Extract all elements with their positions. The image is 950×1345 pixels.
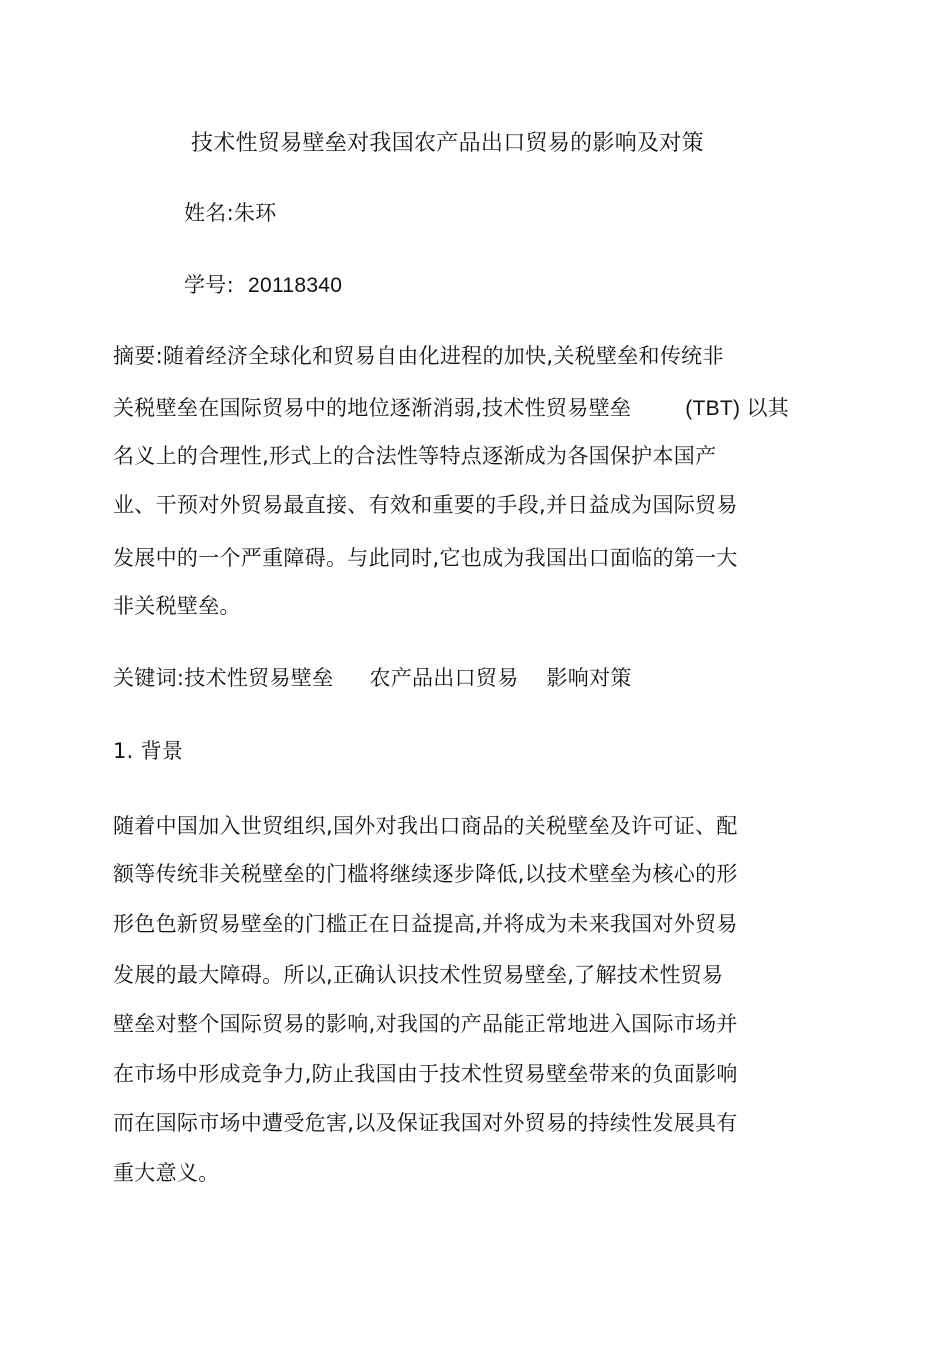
body-line: 发展的最大障碍。所以,正确认识技术性贸易壁垒,了解技术性贸易: [113, 963, 724, 987]
body-line: 壁垒对整个国际贸易的影响,对我国的产品能正常地进入国际市场并: [113, 1012, 738, 1036]
abstract-line: 名义上的合理性,形式上的合法性等特点逐渐成为各国保护本国产: [113, 444, 717, 468]
abstract-line: 发展中的一个严重障碍。与此同时,它也成为我国出口面临的第一大: [113, 546, 738, 570]
body-line: 重大意义。: [113, 1161, 220, 1185]
abstract-line: 非关税壁垒。: [113, 594, 241, 618]
abstract-line: 业、干预对外贸易最直接、有效和重要的手段,并日益成为国际贸易: [113, 493, 738, 517]
keyword: 技术性贸易壁垒: [184, 666, 334, 690]
document-title: 技术性贸易壁垒对我国农产品出口贸易的影响及对策: [191, 131, 704, 156]
abstract-line: [113, 394, 789, 423]
abstract-tbt: (TBT) 以其: [685, 397, 790, 420]
section-heading: 1. 背景: [113, 739, 184, 763]
name-value: 朱环: [233, 201, 277, 225]
body-line: 形色色新贸易壁垒的门槛正在日益提高,并将成为未来我国对外贸易: [113, 912, 738, 936]
keyword: 农产品出口贸易: [369, 666, 519, 690]
name-label: 姓名:: [184, 201, 234, 225]
student-id-line: [184, 271, 342, 300]
id-label: 学号:: [184, 273, 234, 297]
body-line: 额等传统非关税壁垒的门槛将继续逐步降低,以技术壁垒为核心的形: [113, 862, 738, 886]
body-line: 随着中国加入世贸组织,国外对我出口商品的关税壁垒及许可证、配: [113, 814, 738, 838]
author-line: [184, 199, 277, 227]
body-line: 在市场中形成竞争力,防止我国由于技术性贸易壁垒带来的负面影响: [113, 1062, 738, 1086]
keywords-label: 关键词:: [113, 666, 185, 690]
keywords-line: [113, 664, 632, 692]
body-line: 而在国际市场中遭受危害,以及保证我国对外贸易的持续性发展具有: [113, 1111, 738, 1135]
abstract-line: 摘要:随着经济全球化和贸易自由化进程的加快,关税壁垒和传统非: [113, 344, 724, 368]
id-value: 20118340: [247, 274, 343, 297]
abstract-line-text: 关税壁垒在国际贸易中的地位逐渐消弱,技术性贸易壁垒: [113, 396, 632, 420]
keyword: 影响对策: [546, 666, 632, 690]
